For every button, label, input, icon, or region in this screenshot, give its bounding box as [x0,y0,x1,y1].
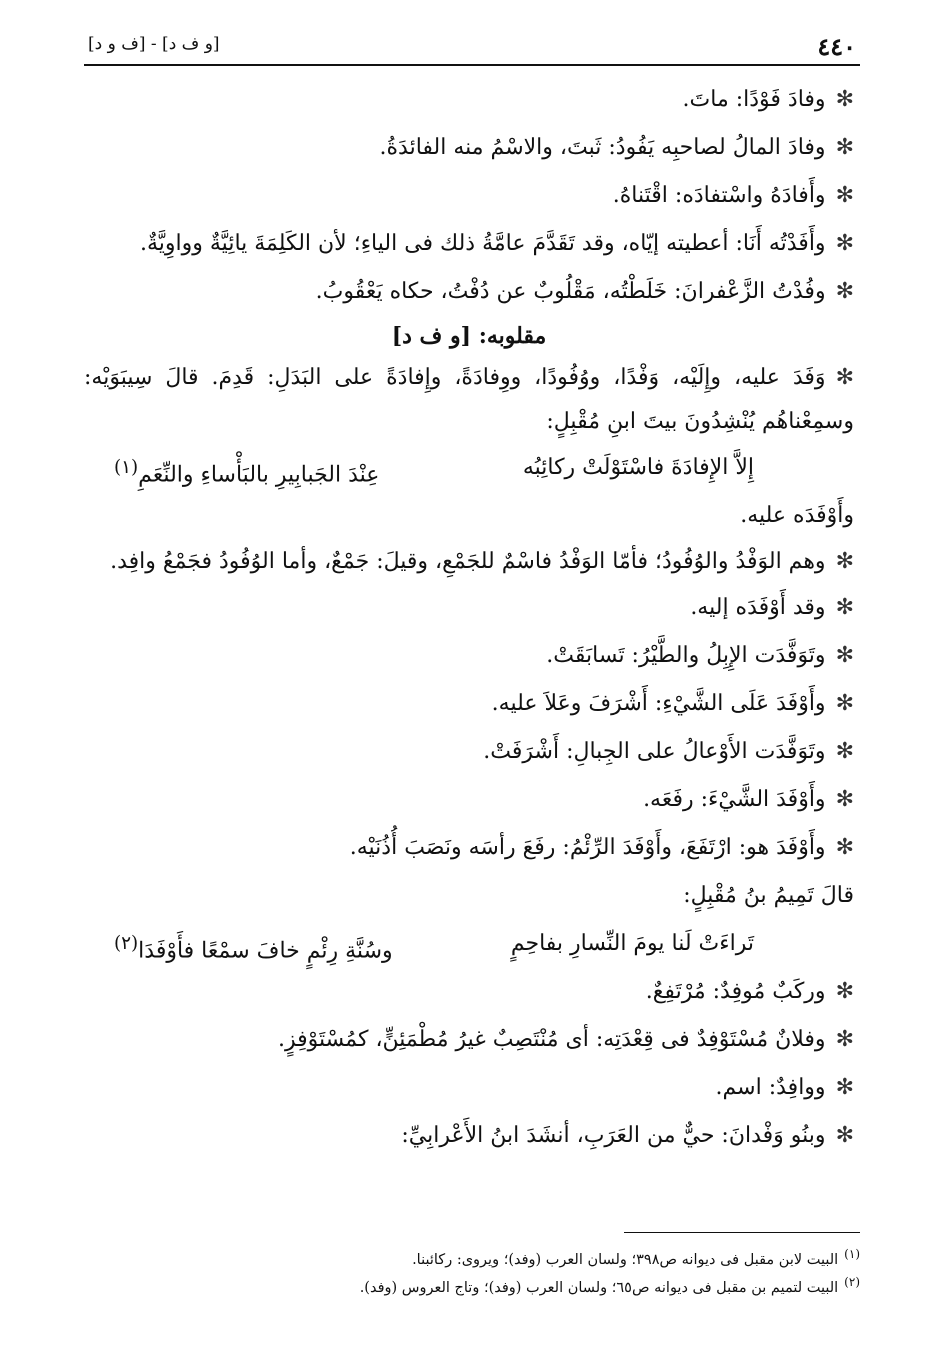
verse-second-hemistich [114,920,393,968]
entry-line [84,172,854,220]
entry-text: وقد أَوْفَدَه إليه. [690,595,826,620]
entry-line [84,1016,854,1064]
footnote [200,1268,860,1296]
entry-line [84,268,854,316]
entry-line [84,584,854,632]
asterisk-icon: ✻ [835,279,854,304]
entry-text: وأَفادَهُ واسْتفادَه: اقْتَناهُ. [612,183,826,208]
asterisk-icon: ✻ [835,1027,854,1052]
footnote-ref: (٢) [114,933,139,954]
verse [84,920,854,968]
footnote-number: (١) [844,1247,860,1261]
entry-text: وأَوْفَدَ الشَّيْءَ: رفَعَه. [643,787,826,812]
asterisk-icon: ✻ [835,365,854,390]
asterisk-icon: ✻ [835,835,854,860]
asterisk-icon: ✻ [835,643,854,668]
asterisk-icon: ✻ [835,135,854,160]
entry-text: وفادَ المالُ لصاحبِه يَفُودُ: ثَبتَ، والاسْمُ منه الفائدَةُ. [379,135,826,160]
footnote-ref: (١) [114,457,139,478]
entry-text: وتَوَفَّدَت الأَوْعالُ على الجِبالِ: أَشْرَفَتْ. [483,739,826,764]
entry-text: وفُدْتُ الزَّعْفرانَ: خَلَطْتُه، مَقْلُوبٌ عن دُفْتُ، حكاه يَعْقُوبُ. [315,279,826,304]
footnote-text: البيت لتميم بن مقبل فى ديوانه ص٦٥؛ ولسان العرب (وفد)؛ وتاج العروس (وفد). [359,1279,839,1296]
paragraph [84,540,854,584]
entry-text: ووافِدٌ: اسم. [715,1075,826,1100]
footnote [200,1240,860,1268]
paragraph [84,356,854,444]
entry-text: وفلانٌ مُسْتَوْفِدٌ فى قِعْدَتِه: أى مُنْتَصِبٌ غيرُ مُطْمَئِنٍّ، كمُسْتَوْفِزٍ. [277,1027,826,1052]
page-header [84,28,860,66]
asterisk-icon: ✻ [835,739,854,764]
running-title: [ف و د] - [و ف د] [88,34,220,54]
footnotes [200,1240,860,1296]
footnote-separator [624,1232,860,1233]
entry-line [84,776,854,824]
verse-second-text: عِنْدَ الجَبابِيرِ بالبَأْساءِ والنِّعَمِ [138,462,380,488]
asterisk-icon: ✻ [835,87,854,112]
verse-second-text: وسُنَّةِ رِئْمٍ خافَ سمْعًا فأَوْفَدَا [138,938,393,964]
entry-line [84,824,854,872]
footnote-text: البيت لابن مقبل فى ديوانه ص٣٩٨؛ ولسان العرب (وفد)؛ ويروى: ركائبنا. [412,1251,839,1268]
asterisk-icon: ✻ [835,1075,854,1100]
verse [84,444,854,492]
entry-text: وفادَ فَوْدًا: ماتَ. [682,87,826,112]
entry-line [84,1112,854,1160]
asterisk-icon: ✻ [835,691,854,716]
entry-line [84,1064,854,1112]
entry-text: وأَفَدْتُه أَنَا: أعطيته إيّاه، وقد تَقَدَّمَ عامَّةُ ذلك فى الياءِ؛ لأن الكَلِمَةَ يائِيَّةٌ وواوِيَّةٌ. [140,231,826,256]
verse-second-hemistich [114,444,379,492]
entry-line [84,680,854,728]
text-line: وأَوْفَدَه عليه. [740,503,854,528]
entry-text: وركَبٌ مُوفِدٌ: مُرْتَفِعٌ. [645,979,826,1004]
entry-line [84,968,854,1016]
asterisk-icon: ✻ [835,231,854,256]
asterisk-icon: ✻ [835,595,854,620]
asterisk-icon: ✻ [835,979,854,1004]
paragraph-text: وهم الوَفْدُ والوُفُودُ؛ فأمّا الوَفْدُ فاسْمٌ للجَمْعِ، وقيلَ: جَمْعٌ، وأما الوُفُودُ فجَمْعُ وافِد. [110,549,826,574]
entry-line [84,728,854,776]
entry-line [84,632,854,680]
asterisk-icon: ✻ [835,1123,854,1148]
entry-line [84,76,854,124]
asterisk-icon: ✻ [835,549,854,574]
asterisk-icon: ✻ [835,183,854,208]
entry-text: وتَوَفَّدَت الإِبِلُ والطَّيْرُ: تَسابَقَتْ. [546,643,826,668]
page-number: ٤٤٠ [817,32,856,61]
paragraph-text: وَفَدَ عليه، وإِلَيْه، وَفْدًا، ووُفُودًا، ووِفادَةً، وإِفادَةً على البَدَلِ: قَدِمَ. قالَ سِيبَوَيْه: وسمِعْناهُم يُنْشِدُونَ بيتَ ابنِ مُقْبِلٍ: [84,365,854,434]
verse-first-hemistich: تَراءَتْ لَنا يومَ النِّسارِ بفاحِمٍ [510,931,754,956]
text-line: قالَ تَمِيمُ بنُ مُقْبِلٍ: [683,883,854,908]
entry-text: وأَوْفَدَ هو: ارْتَفَعَ، وأَوْفَدَ الرِّئْمُ: رفَعَ رأسَه ونَصَبَ أُذُنَيْه. [349,835,826,860]
main-text [84,76,854,1160]
entry-text: وأَوْفَدَ عَلَى الشَّيْءِ: أَشْرَفَ وعَلاَ عليه. [491,691,826,716]
entry-text: وبنُو وَفْدانَ: حيٌّ من العَرَبِ، أنشَدَ ابنُ الأَعْرابِيِّ: [401,1123,826,1148]
section-title: مقلوبه: [و ف د] [391,323,547,349]
asterisk-icon: ✻ [835,787,854,812]
entry-line [84,124,854,172]
verse-first-hemistich: إِلاَّ الإِفادَةَ فاسْتَوْلَتْ ركائِبُه [522,455,754,480]
footnote-number: (٢) [844,1275,860,1289]
entry-line [84,220,854,268]
